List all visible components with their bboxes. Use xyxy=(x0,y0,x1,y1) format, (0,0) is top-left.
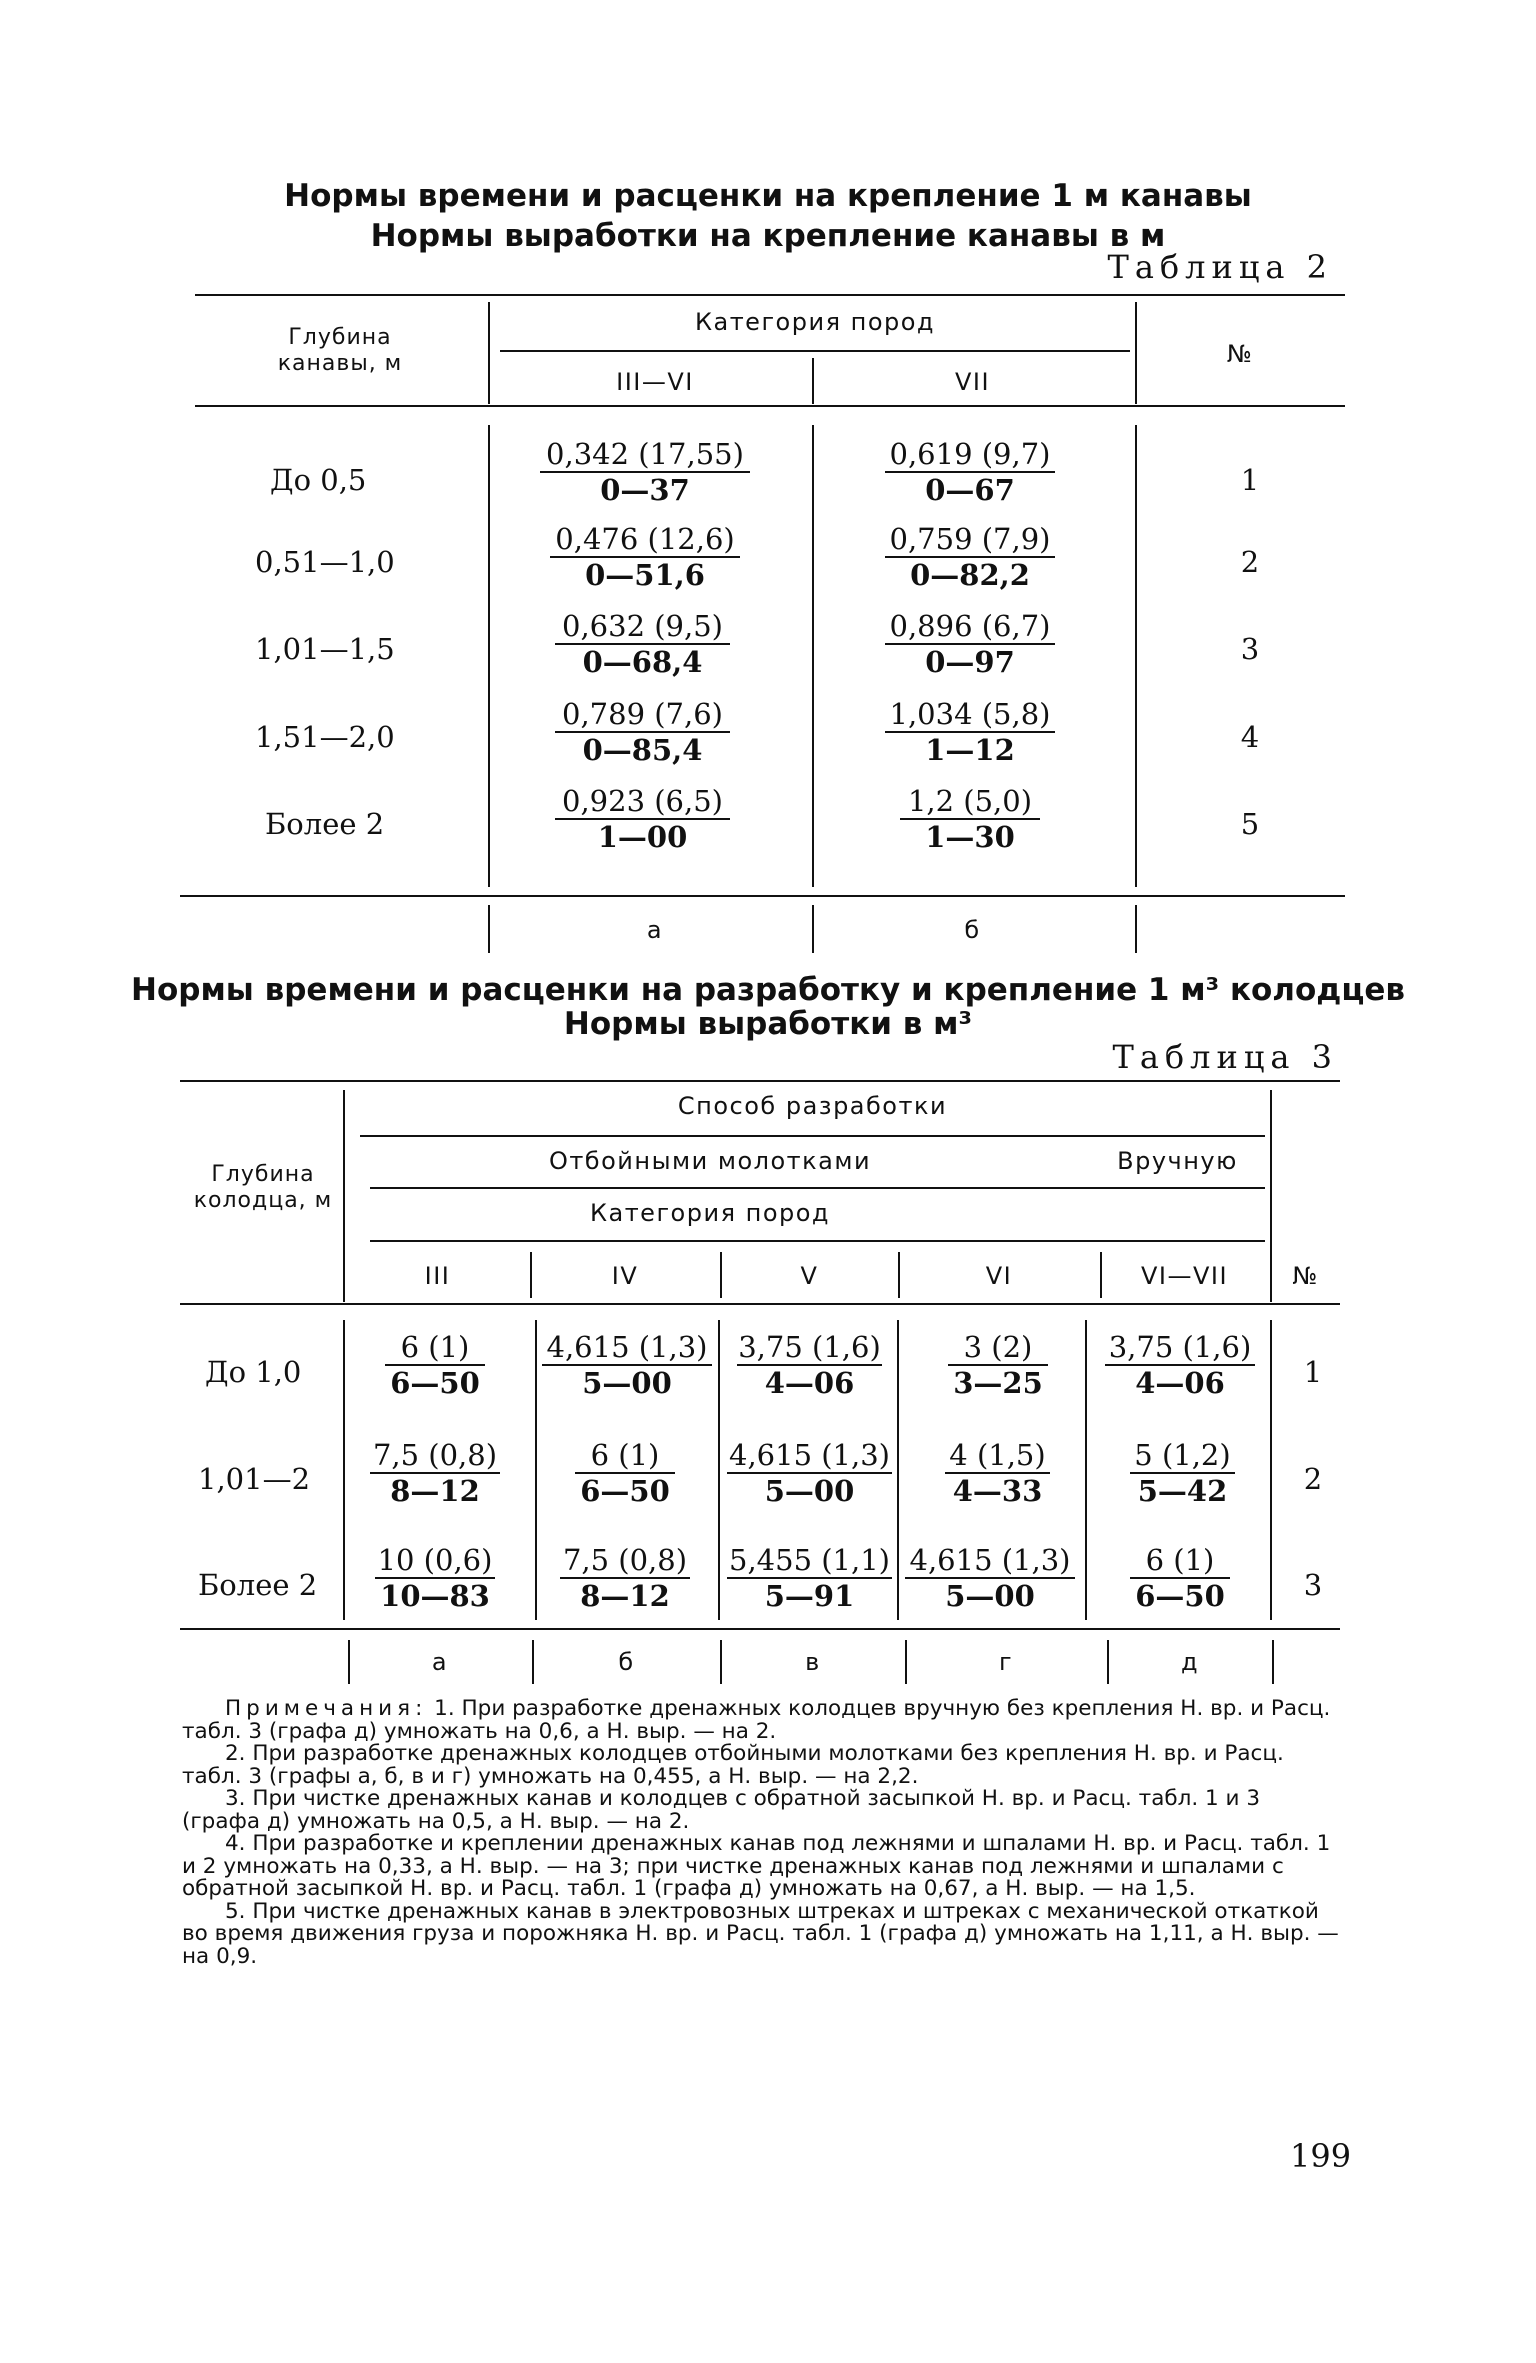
table2-depth: До 0,5 xyxy=(270,463,367,497)
table2-header-rule xyxy=(195,405,1345,407)
table3-vline-no xyxy=(1270,1320,1272,1620)
table3-cell-c xyxy=(727,1543,892,1613)
table2-cell-b xyxy=(885,697,1055,767)
fraction-denominator: 0—85,4 xyxy=(582,733,703,767)
table2-vline-ab xyxy=(812,425,814,887)
fraction-denominator: 5—00 xyxy=(764,1474,855,1508)
table3-cat-4: IV xyxy=(611,1262,639,1290)
fraction-numerator: 6 (1) xyxy=(590,1438,660,1472)
fraction-denominator: 0—37 xyxy=(600,473,690,507)
note-2: 2. При разработке дренажных колодцев отбойными молотками без крепления Н. вр. и Расц. табл. 3 (графы а, б, в и г) умножать на 0,455, а Н. выр. — на 2,2. xyxy=(182,1741,1284,1789)
fraction-numerator: 0,619 (9,7) xyxy=(889,437,1051,471)
table3-header-rule xyxy=(180,1303,1340,1305)
table2-depth: Более 2 xyxy=(265,807,385,841)
note-4: 4. При разработке и креплении дренажных канав под лежнями и шпалами Н. вр. и Расц. табл. 1 и 2 умножать на 0,33, а Н. выр. — на 3; при чистке дренажных канав под лежнями и шпалами с обратной засыпкой Н. вр. и Расц. табл. 1 (графа д) умножать на 0,67, а Н. выр. — на 1,5. xyxy=(182,1831,1331,1901)
fraction-numerator: 0,342 (17,55) xyxy=(546,437,744,471)
table2-no: 3 xyxy=(1240,632,1260,666)
fraction-numerator: 4,615 (1,3) xyxy=(729,1438,890,1472)
table3-vline-depth-hdr xyxy=(343,1090,345,1302)
table3-col-depth: Глубина колодца, м xyxy=(193,1162,333,1213)
fraction-numerator: 6 (1) xyxy=(1145,1543,1215,1577)
table3-col-hammers: Отбойными молотками xyxy=(548,1147,872,1175)
fraction-numerator: 0,789 (7,6) xyxy=(562,697,723,731)
table3-vline-foot-6 xyxy=(1272,1640,1274,1684)
table3-cat-6-7: VI—VII xyxy=(1140,1262,1229,1290)
table3-cell-c xyxy=(737,1330,882,1400)
table3-bottom-rule xyxy=(180,1628,1340,1630)
page-number: 199 xyxy=(1290,2137,1352,2175)
table2-vline-no-hdr xyxy=(1135,302,1137,404)
table3-vline-no-hdr xyxy=(1270,1090,1272,1302)
fraction-denominator: 4—06 xyxy=(1135,1366,1225,1400)
table2-col-no: № xyxy=(1226,340,1254,368)
table2-foot-a: а xyxy=(646,916,664,944)
table2-no: 5 xyxy=(1240,807,1260,841)
notes xyxy=(182,1698,1342,1968)
table2-depth: 1,01—1,5 xyxy=(255,632,395,666)
fraction-denominator: 5—00 xyxy=(582,1366,672,1400)
table2-cell-a xyxy=(555,697,730,767)
table3-foot-e: д xyxy=(1180,1648,1200,1676)
note-1-text: 1. При разработке дренажных колодцев вручную без крепления Н. вр. и Расц. табл. 3 (графа д) умножать на 0,6, а Н. выр. — на 2. xyxy=(182,1696,1331,1744)
fraction-numerator: 4 (1,5) xyxy=(949,1438,1046,1472)
fraction-numerator: 3,75 (1,6) xyxy=(1108,1330,1252,1364)
table2-category-rule xyxy=(500,350,1130,352)
fraction-denominator: 1—00 xyxy=(597,820,688,854)
fraction-denominator: 6—50 xyxy=(390,1366,480,1400)
table2-col-b: VII xyxy=(954,368,991,396)
fraction-numerator: 6 (1) xyxy=(400,1330,470,1364)
table3-cat-5: V xyxy=(800,1262,819,1290)
fraction-numerator: 3 (2) xyxy=(963,1330,1033,1364)
table3-cell-c xyxy=(727,1438,892,1508)
fraction-numerator: 5 (1,2) xyxy=(1134,1438,1231,1472)
table2-vline-depth-hdr xyxy=(488,302,490,404)
fraction-numerator: 3,75 (1,6) xyxy=(738,1330,881,1364)
fraction-numerator: 7,5 (0,8) xyxy=(562,1543,688,1577)
table2-depth: 0,51—1,0 xyxy=(255,545,395,579)
fraction-denominator: 0—68,4 xyxy=(582,645,703,679)
table2-col-category: Категория пород xyxy=(694,308,936,336)
table2-no: 1 xyxy=(1240,463,1260,497)
table3-vline-1 xyxy=(535,1320,537,1620)
note-3: 3. При чистке дренажных канав и колодцев с обратной засыпкой Н. вр. и Расц. табл. 1 и 3 (графа д) умножать на 0,5, а Н. выр. — на 2. xyxy=(182,1786,1261,1834)
table2-vline-no xyxy=(1135,425,1137,887)
fraction-numerator: 0,923 (6,5) xyxy=(562,784,723,818)
table2-col-a: III—VI xyxy=(616,368,694,396)
fraction-numerator: 0,476 (12,6) xyxy=(555,522,735,556)
table3-cell-e xyxy=(1105,1330,1255,1400)
fraction-numerator: 7,5 (0,8) xyxy=(372,1438,498,1472)
fraction-numerator: 1,2 (5,0) xyxy=(907,784,1033,818)
fraction-denominator: 6—50 xyxy=(1135,1579,1225,1613)
table2-bottom-rule xyxy=(180,895,1345,897)
table3-no: 2 xyxy=(1303,1462,1323,1496)
fraction-numerator: 4,615 (1,3) xyxy=(909,1543,1071,1577)
fraction-denominator: 5—42 xyxy=(1137,1474,1228,1508)
table3-sub-rule xyxy=(370,1187,1265,1189)
table2-cell-a xyxy=(555,609,730,679)
fraction-denominator: 3—25 xyxy=(953,1366,1043,1400)
table3-vline-2 xyxy=(718,1320,720,1620)
table3-top-rule xyxy=(180,1080,1340,1082)
table3-title-line1: Нормы времени и расценки на разработку и крепление 1 м³ колодцев xyxy=(131,972,1405,1008)
table2-foot-b: б xyxy=(964,916,981,944)
table3-category-rule xyxy=(370,1240,1265,1242)
table2-no: 4 xyxy=(1240,720,1260,754)
note-5: 5. При чистке дренажных канав в электровозных штреках и штреках с механической откаткой во время движения груза и порожняка Н. вр. и Расц. табл. 1 (графа д) умножать на 1,11, а Н. выр. — на 0,9. xyxy=(182,1898,1339,1969)
fraction-denominator: 5—91 xyxy=(764,1579,855,1613)
table2-label: Таблица 2 xyxy=(1107,248,1333,286)
table2-title-line2: Нормы выработки на крепление канавы в м xyxy=(370,218,1166,254)
table2-depth: 1,51—2,0 xyxy=(255,720,395,754)
fraction-numerator: 0,632 (9,5) xyxy=(562,609,723,643)
table2-cell-a xyxy=(555,784,730,854)
table3-vline-foot-2 xyxy=(532,1640,534,1684)
table3-cell-e xyxy=(1130,1438,1235,1508)
table3-title-line2: Нормы выработки в м³ xyxy=(563,1006,973,1042)
table3-cell-d xyxy=(945,1438,1050,1508)
table3-foot-a: а xyxy=(431,1648,449,1676)
table3-vline-foot-5 xyxy=(1107,1640,1109,1684)
table3-cell-b xyxy=(560,1543,690,1613)
table2-title-line1: Нормы времени и расценки на крепление 1 м канавы xyxy=(284,178,1252,214)
table2-vline-depth xyxy=(488,425,490,887)
table3-cell-a xyxy=(375,1543,495,1613)
table3-vline-depth xyxy=(343,1320,345,1620)
table3-col-method: Способ разработки xyxy=(677,1092,948,1120)
table2-no: 2 xyxy=(1240,545,1260,579)
fraction-denominator: 5—00 xyxy=(945,1579,1035,1613)
table3-cat-3: III xyxy=(424,1262,451,1290)
table3-cell-a xyxy=(370,1438,500,1508)
fraction-denominator: 0—82,2 xyxy=(910,558,1030,592)
table3-vline-cat-1 xyxy=(530,1252,532,1298)
fraction-denominator: 0—97 xyxy=(925,645,1015,679)
table3-method-rule xyxy=(360,1135,1265,1137)
fraction-denominator: 4—06 xyxy=(764,1366,855,1400)
table2-top-rule xyxy=(195,294,1345,296)
table3-cell-e xyxy=(1130,1543,1230,1613)
table3-label: Таблица 3 xyxy=(1112,1038,1338,1076)
table2-cell-b xyxy=(885,609,1055,679)
fraction-denominator: 10—83 xyxy=(380,1579,490,1613)
table3-no: 3 xyxy=(1303,1568,1323,1602)
table2-cell-a xyxy=(550,522,740,592)
table2-cell-b xyxy=(885,522,1055,592)
notes-heading: Примечания: xyxy=(225,1696,428,1721)
table2-vline-ab-hdr xyxy=(812,358,814,404)
table3-col-manual: Вручную xyxy=(1117,1147,1238,1175)
table2-cell-b xyxy=(885,437,1055,507)
fraction-denominator: 4—33 xyxy=(952,1474,1043,1508)
table3-vline-4 xyxy=(1085,1320,1087,1620)
table3-depth: 1,01—2 xyxy=(198,1462,311,1496)
table2-col-depth: Глубина канавы, м xyxy=(277,325,403,376)
table3-depth: До 1,0 xyxy=(205,1355,302,1389)
fraction-denominator: 6—50 xyxy=(580,1474,670,1508)
fraction-denominator: 8—12 xyxy=(580,1579,670,1613)
fraction-numerator: 4,615 (1,3) xyxy=(546,1330,708,1364)
fraction-numerator: 0,896 (6,7) xyxy=(889,609,1051,643)
fraction-numerator: 0,759 (7,9) xyxy=(889,522,1051,556)
table3-col-category: Категория пород xyxy=(589,1199,831,1227)
table2-vline-foot-3 xyxy=(1135,905,1137,953)
table3-cell-b xyxy=(542,1330,712,1400)
table2-cell-a xyxy=(540,437,750,507)
table3-cell-a xyxy=(385,1330,485,1400)
fraction-numerator: 1,034 (5,8) xyxy=(889,697,1051,731)
table2-cell-b xyxy=(900,784,1040,854)
table3-depth: Более 2 xyxy=(198,1568,318,1602)
table3-foot-d: г xyxy=(998,1648,1014,1676)
table3-cat-6: VI xyxy=(985,1262,1013,1290)
table2-vline-foot-2 xyxy=(812,905,814,953)
fraction-denominator: 0—51,6 xyxy=(585,558,705,592)
fraction-denominator: 1—12 xyxy=(925,733,1015,767)
table3-cell-d xyxy=(905,1543,1075,1613)
fraction-denominator: 1—30 xyxy=(925,820,1015,854)
table3-foot-b: б xyxy=(618,1648,635,1676)
table3-cell-d xyxy=(948,1330,1048,1400)
fraction-numerator: 10 (0,6) xyxy=(377,1543,493,1577)
fraction-denominator: 8—12 xyxy=(390,1474,480,1508)
table3-vline-3 xyxy=(897,1320,899,1620)
fraction-numerator: 5,455 (1,1) xyxy=(729,1543,890,1577)
table3-col-no: № xyxy=(1292,1262,1319,1290)
table2-vline-foot-1 xyxy=(488,905,490,953)
note-1 xyxy=(182,1698,1342,1743)
table3-no: 1 xyxy=(1303,1355,1323,1389)
table3-foot-c: в xyxy=(805,1648,821,1676)
fraction-denominator: 0—67 xyxy=(925,473,1015,507)
table3-cell-b xyxy=(575,1438,675,1508)
